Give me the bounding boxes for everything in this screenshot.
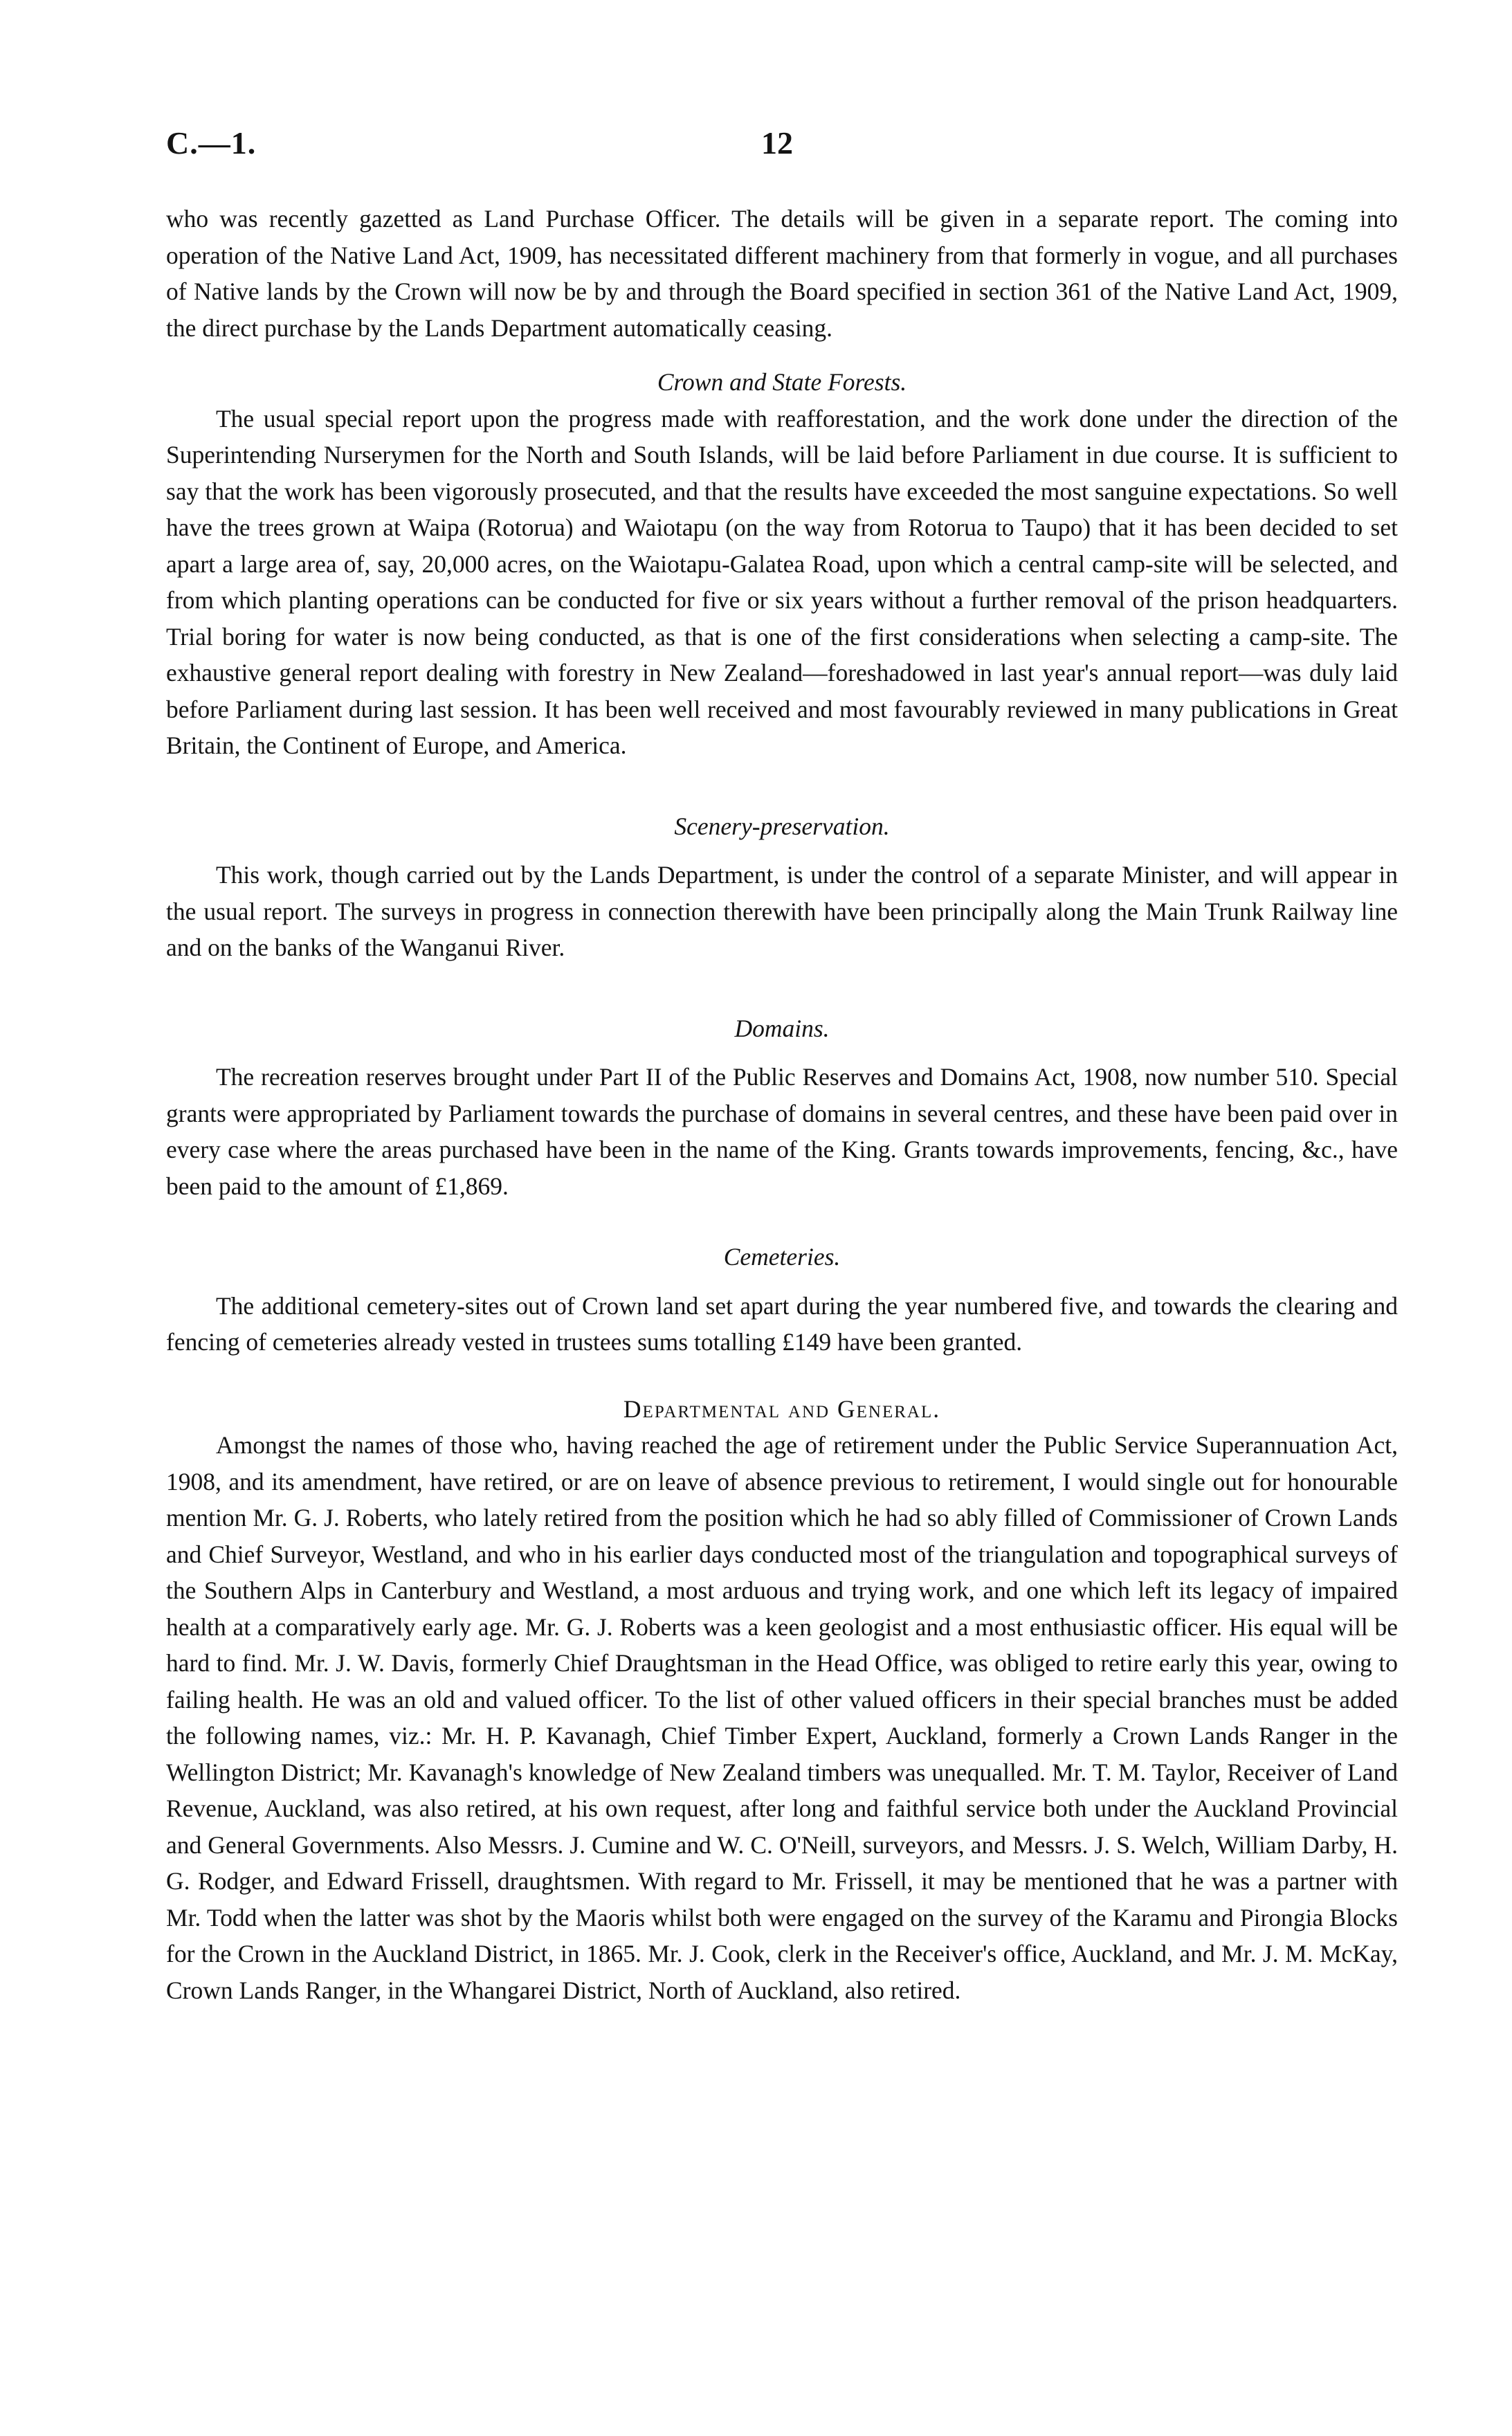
scenery-paragraph: This work, though carried out by the Lands Department, is under the control of a separate Minister, and will appear in the usual report. The surveys in progress in connection therewith have been principally along the Main Trunk Railway line and on the banks of the Wanganui River. <box>166 861 1398 961</box>
forests-paragraph: The usual special report upon the progress made with reafforestation, and the work done under the direction of the Superintending Nurserymen for the North and South Islands, will be laid before Parliament in due course. It is sufficient to say that the work has been vigorously prosecuted, and that the results have exceeded the most sanguine expectations. So well have the trees grown at Waipa (Rotorua) and Waiotapu (on the way from Rotorua to Taupo) that it has been decided to set apart a large area of, say, 20,000 acres, on the Waiotapu-Galatea Road, upon which a central camp-site will be selected, and from which planting operations can be conducted for five or six years without a further removal of the prison headquarters. Trial boring for water is now being conducted, as that is one of the first considerations when selecting a camp-site. The exhaustive general report dealing with forestry in New Zealand—foreshadowed in last year's annual report—was duly laid before Parliament during last session. It has been well received and most favourably reviewed in many publications in Great Britain, the Continent of Europe, and America. <box>166 404 1398 759</box>
intro-paragraph: who was recently gazetted as Land Purchase Officer. The details will be given in a separate report. The coming into operation of the Native Land Act, 1909, has necessitated different machinery from that formerly in vogue, and all purchases of Native lands by the Crown will now be by and through the Board specified in section 361 of the Native Land Act, 1909, the direct purchase by the Lands Department automatically ceasing. <box>166 205 1398 342</box>
page-number: 12 <box>761 125 793 161</box>
cemeteries-paragraph: The additional cemetery-sites out of Crown land set apart during the year numbered five, and towards the clearing and fencing of cemeteries already vested in trustees sums totalling £149 have been granted. <box>166 1291 1398 1356</box>
section-heading-forests: Crown and State Forests. <box>657 368 907 396</box>
section-heading-domains: Domains. <box>734 1014 830 1042</box>
domains-paragraph: The recreation reserves brought under Part II of the Public Reserves and Domains Act, 1908, now number 510. Special grants were appropriated by Parliament towards the purchase of domains in several centres, and these have been paid over in every case where the areas purchased have been in the name of the King. Grants towards improvements, fencing, &c., have been paid to the amount of £1,869. <box>166 1063 1398 1200</box>
section-heading-departmental: Departmental and General. <box>623 1394 941 1423</box>
document-code: C.—1. <box>166 125 257 161</box>
departmental-paragraph: Amongst the names of those who, having reached the age of retirement under the Public Service Superannuation Act, 1908, and its amendment, have retired, or are on leave of absence previous to retirement, I would single out for honourable mention Mr. G. J. Roberts, who lately retired from the position which he had so ably filled of Commissioner of Crown Lands and Chief Surveyor, Westland, and who in his earlier days conducted most of the triangulation and topographical surveys of the Southern Alps in Canterbury and Westland, a most arduous and trying work, and one which left its legacy of impaired health at a comparatively early age. Mr. G. J. Roberts was a keen geologist and a most enthusiastic officer. His equal will be hard to find. Mr. J. W. Davis, formerly Chief Draughtsman in the Head Office, was obliged to retire early this year, owing to failing health. He was an old and valued officer. To the list of other valued officers in their special branches must be added the following names, viz.: Mr. H. P. Kavanagh, Chief Timber Expert, Auckland, formerly a Crown Lands Ranger in the Wellington District; Mr. Kavanagh's knowledge of New Zealand timbers was unequalled. Mr. T. M. Taylor, Receiver of Land Revenue, Auckland, was also retired, at his own request, after long and faithful service both under the Auckland Provincial and General Governments. Also Messrs. J. Cumine and W. C. O'Neill, surveyors, and Messrs. J. S. Welch, William Darby, H. G. Rodger, and Edward Frissell, draughtsmen. With regard to Mr. Frissell, it may be mentioned that he was a partner with Mr. Todd when the latter was shot by the Maoris whilst both were engaged on the survey of the Karamu and Pirongia Blocks for the Crown in the Auckland District, in 1865. Mr. J. Cook, clerk in the Receiver's office, Auckland, and Mr. J. M. McKay, Crown Lands Ranger, in the Whangarei District, North of Auckland, also retired. <box>166 1431 1398 2004</box>
section-heading-cemeteries: Cemeteries. <box>723 1243 841 1271</box>
section-heading-scenery: Scenery-preservation. <box>674 812 890 840</box>
page-body <box>166 201 1398 2008</box>
page-header <box>166 125 1398 166</box>
